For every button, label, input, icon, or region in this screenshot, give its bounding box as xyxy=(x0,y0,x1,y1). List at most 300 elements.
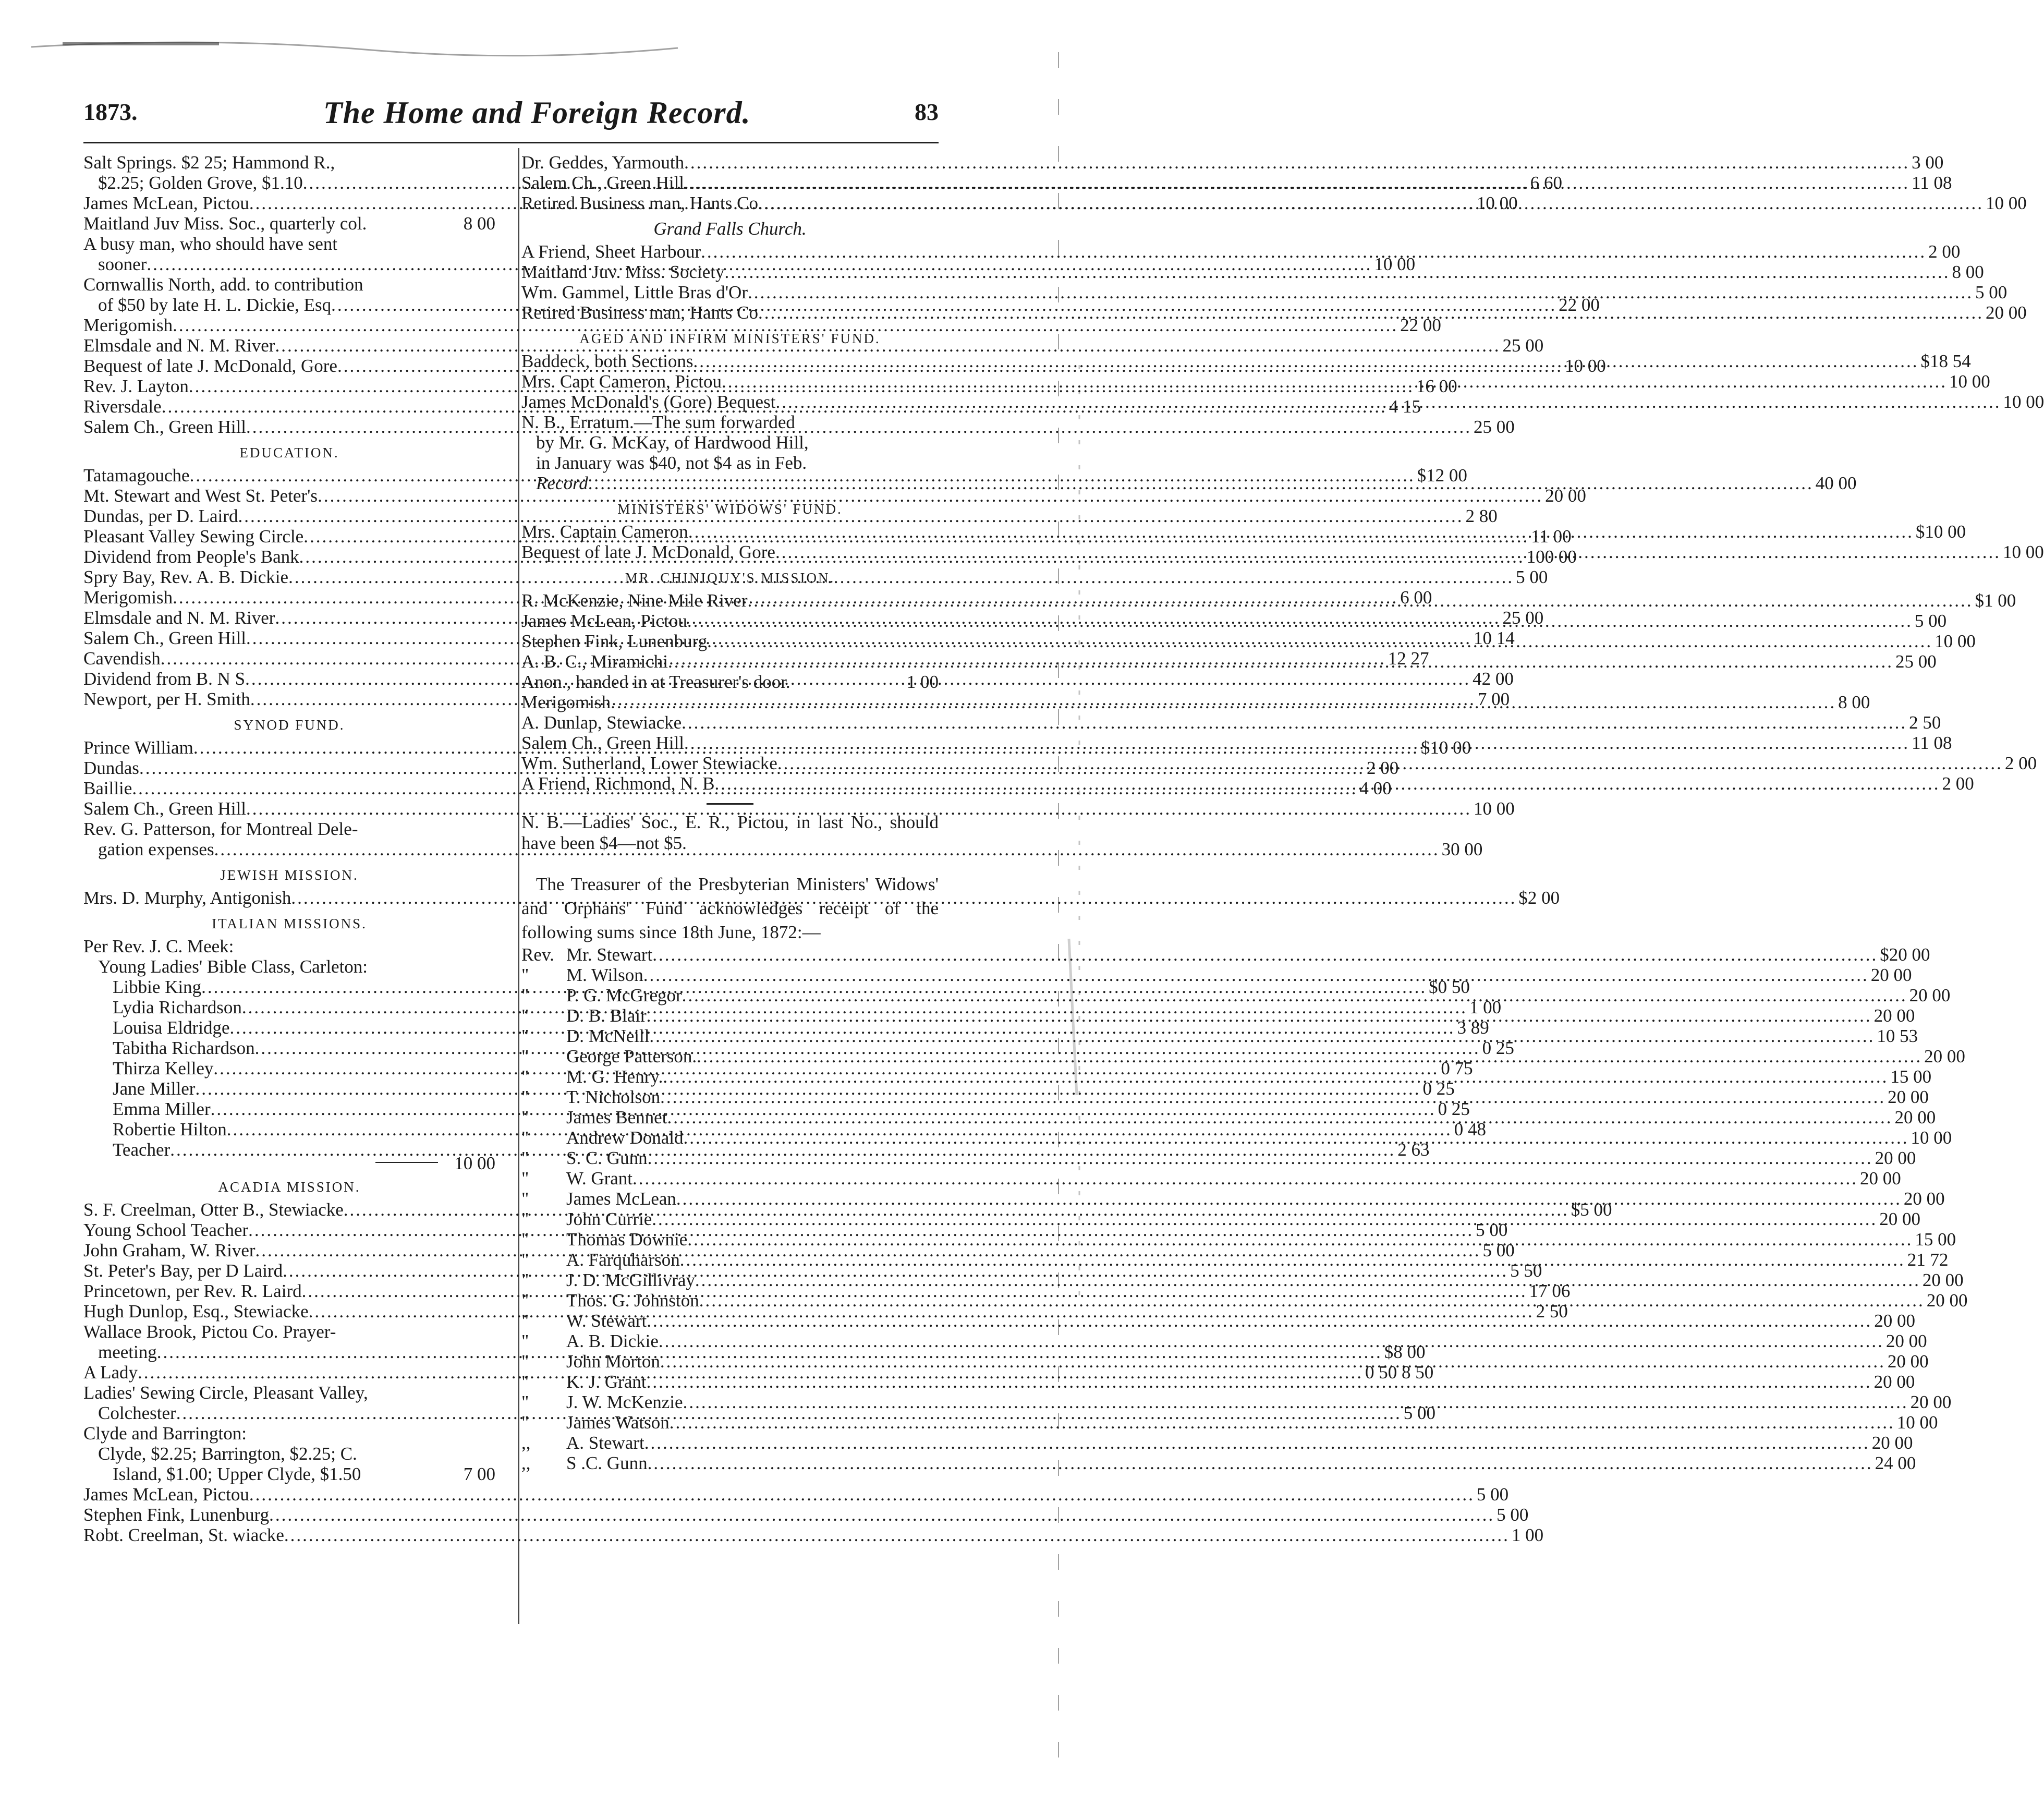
ledger-entry xyxy=(521,965,1912,985)
entry-name: Colchester xyxy=(98,1403,176,1423)
entry-prefix: " xyxy=(521,1087,529,1107)
entry-name: Elmsdale and N. M. River xyxy=(83,608,275,628)
entry-amount: 10 00 xyxy=(1949,371,1990,392)
entry-name: Young School Teacher xyxy=(83,1220,249,1240)
entry-amount: 20 00 xyxy=(1926,1290,1968,1311)
ledger-entry xyxy=(83,1383,495,1403)
entry-prefix: " xyxy=(521,1189,529,1209)
entry-amount: 17 06 xyxy=(1529,1281,1571,1301)
entry-name: S. C. Gunn xyxy=(566,1148,648,1168)
entry-amount: 2 00 xyxy=(1928,241,1961,262)
entry-amount: 20 00 xyxy=(1879,1209,1921,1229)
ledger-entry xyxy=(521,1433,1913,1453)
leader-dots xyxy=(284,1525,1510,1545)
leader-dots xyxy=(652,944,1878,965)
entry-name: Maitland Juv Miss. Soc., quarterly col. xyxy=(83,213,367,234)
leader-dots xyxy=(758,302,1984,323)
entry-name: Dividend from B. N S xyxy=(83,669,246,689)
entry-amount: 20 00 xyxy=(1873,1005,1915,1026)
entry-amount: 100 00 xyxy=(1526,547,1577,567)
entry-name: M. G. Henry. xyxy=(566,1066,663,1087)
entry-amount: 1 00 xyxy=(1469,997,1502,1017)
leader-dots xyxy=(647,1372,1872,1392)
entry-amount: 20 00 xyxy=(1887,1351,1929,1372)
entry-name: Robertie Hilton xyxy=(113,1119,227,1140)
entry-name: K. J. Grant xyxy=(566,1372,647,1392)
entry-prefix: " xyxy=(521,1290,529,1311)
entry-amount: 10 00 xyxy=(1911,1128,1952,1148)
leader-dots xyxy=(684,1128,1909,1148)
section-heading: Grand Falls Church. xyxy=(653,219,807,239)
note-text: N. B.—Ladies' Soc., E. R., Pictou, in last No., should have been $4—not $5. xyxy=(521,812,939,853)
text-line: N. B., Erratum.—The sum forwarded xyxy=(521,412,795,432)
entry-prefix: ,, xyxy=(521,1453,531,1473)
leader-dots xyxy=(714,773,1940,794)
entry-amount: 10 00 xyxy=(1986,193,2027,213)
entry-amount: 2 63 xyxy=(1397,1140,1430,1160)
ledger-entry xyxy=(83,798,1515,819)
entry-amount: 20 00 xyxy=(1922,1270,1964,1290)
leader-dots xyxy=(695,1270,1920,1290)
section-heading: SYNOD FUND. xyxy=(234,717,345,733)
entry-amount: 7 00 xyxy=(1477,689,1510,709)
entry-name: Pleasant Valley Sewing Circle xyxy=(83,526,304,547)
entry-name: gation expenses xyxy=(98,839,214,859)
ledger-entry xyxy=(521,1229,1956,1250)
entry-prefix: " xyxy=(521,1311,529,1331)
entry-name: Dundas xyxy=(83,758,139,778)
entry-amount: 10 14 xyxy=(1474,628,1515,648)
section-heading: EDUCATION. xyxy=(239,445,339,460)
entry-amount: 5 00 xyxy=(1403,1403,1435,1423)
entry-name: Stephen Fink, Lunenburg xyxy=(521,631,708,651)
entry-name: St. Peter's Bay, per D Laird xyxy=(83,1260,283,1281)
entry-prefix: " xyxy=(521,985,529,1005)
entry-name: Bequest of late J. McDonald, Gore xyxy=(521,542,775,562)
entry-amount: 20 00 xyxy=(1870,965,1912,985)
entry-name: Thomas Downie xyxy=(566,1229,688,1250)
entry-amount: 20 00 xyxy=(1903,1189,1945,1209)
text-line: Young Ladies' Bible Class, Carleton: xyxy=(98,956,368,977)
ledger-entry xyxy=(521,1168,1901,1189)
entry-amount: 20 00 xyxy=(1924,1046,1965,1066)
leader-dots xyxy=(668,651,1893,672)
leader-dots xyxy=(249,1484,1475,1505)
entry-amount: 10 00 xyxy=(1896,1412,1938,1433)
entry-prefix: " xyxy=(521,1351,529,1372)
section-heading: JEWISH MISSION. xyxy=(220,867,359,883)
leader-dots xyxy=(694,351,1919,371)
entry-prefix: " xyxy=(521,1412,529,1433)
header-title: The Home and Foreign Record. xyxy=(323,95,751,130)
entry-amount: 21 72 xyxy=(1907,1250,1949,1270)
entry-name: James McDonald's (Gore) Bequest xyxy=(521,392,776,412)
entry-name: Salem Ch., Green Hill xyxy=(83,628,247,648)
ledger-entry xyxy=(521,1453,1916,1473)
entry-amount: 25 00 xyxy=(1502,608,1544,628)
entry-amount: 42 00 xyxy=(1473,669,1514,689)
entry-name: James McLean, Pictou xyxy=(83,193,249,213)
entry-amount: 7 00 xyxy=(463,1464,495,1484)
entry-name: John Graham, W. River xyxy=(83,1240,256,1260)
leader-dots xyxy=(611,692,1836,712)
leader-dots xyxy=(684,152,1909,173)
leader-dots xyxy=(725,262,1950,282)
leader-dots xyxy=(652,1209,1877,1229)
entry-amount: 11 08 xyxy=(1912,173,1952,193)
leader-dots xyxy=(722,371,1947,392)
entry-name: Rev. G. Patterson, for Montreal Dele- xyxy=(83,819,358,839)
entry-name: Mt. Stewart and West St. Peter's xyxy=(83,486,318,506)
entry-name: Thos. G. Johnston xyxy=(566,1290,699,1311)
ledger-entry xyxy=(83,274,495,295)
entry-name: Andrew Donald xyxy=(566,1128,684,1148)
text-line: Per Rev. J. C. Meek: xyxy=(83,936,234,956)
entry-name: Mrs. Captain Cameron xyxy=(521,522,688,542)
entry-name: Stephen Fink, Lunenburg xyxy=(83,1505,270,1525)
leader-dots xyxy=(775,392,2001,412)
entry-name: Tatamagouche xyxy=(83,465,190,486)
entry-name: Robt. Creelman, St. wiacke xyxy=(83,1525,284,1545)
entry-amount: 22 00 xyxy=(1400,315,1441,335)
entry-name: D. McNeill xyxy=(566,1026,650,1046)
entry-amount: 16 00 xyxy=(1416,376,1457,396)
entry-name: A. Stewart xyxy=(566,1433,644,1453)
leader-dots xyxy=(667,1107,1892,1128)
entry-amount: 8 00 xyxy=(463,213,495,234)
entry-name: Cornwallis North, add. to contribution xyxy=(83,274,363,295)
ledger-entry xyxy=(83,1525,1544,1545)
page-header xyxy=(83,95,939,140)
leader-dots xyxy=(632,1168,1858,1189)
entry-name: Salem Ch., Green Hill xyxy=(83,798,247,819)
entry-name: Rev. J. Layton xyxy=(83,376,189,396)
header-page-number: 83 xyxy=(915,99,939,125)
leader-dots xyxy=(647,1005,1872,1026)
entry-prefix: " xyxy=(521,965,529,985)
entry-amount: 30 00 xyxy=(1441,839,1483,859)
ledger-entry xyxy=(521,712,1941,733)
leader-dots xyxy=(687,1229,1913,1250)
entry-amount: 0 48 xyxy=(1454,1119,1486,1140)
entry-name: Newport, per H. Smith xyxy=(83,689,250,709)
leader-dots xyxy=(649,1026,1875,1046)
entry-amount: 2 50 xyxy=(1909,712,1941,733)
entry-amount: 10 00 xyxy=(1476,193,1518,213)
entry-name: John Morton xyxy=(566,1351,660,1372)
entry-amount: 15 00 xyxy=(1890,1066,1932,1087)
section-heading: MR. CHINIQUY'S MISSION. xyxy=(625,570,835,586)
leader-dots xyxy=(660,1351,1885,1372)
section-heading: ACADIA MISSION. xyxy=(218,1179,361,1195)
entry-name: Elmsdale and N. M. River xyxy=(83,335,275,356)
entry-name: Wm. Sutherland, Lower Stewiacke xyxy=(521,753,777,773)
entry-amount: 10 00 xyxy=(1564,356,1606,376)
entry-amount: 8 00 xyxy=(1838,692,1870,712)
entry-amount: 2 80 xyxy=(1465,506,1498,526)
entry-amount: $2 00 xyxy=(1518,888,1560,908)
entry-amount: 6 00 xyxy=(1400,587,1432,608)
entry-name: Teacher xyxy=(113,1140,171,1160)
entry-amount: $12 00 xyxy=(1417,465,1467,486)
entry-name: Record xyxy=(536,473,588,493)
entry-amount: 20 00 xyxy=(1885,1331,1927,1351)
entry-name: J. W. McKenzie xyxy=(566,1392,683,1412)
leader-dots xyxy=(647,1311,1872,1331)
entry-name: Cavendish xyxy=(83,648,161,669)
leader-dots xyxy=(648,1453,1873,1473)
leader-dots xyxy=(684,733,1909,753)
entry-name: J. D. McGillivray xyxy=(566,1270,695,1290)
entry-amount: 1 00 xyxy=(906,672,939,692)
ledger-entry xyxy=(83,234,495,254)
ledger-entry xyxy=(83,839,1483,859)
entry-amount: 2 00 xyxy=(1942,773,1974,794)
ledger-entry xyxy=(521,152,1944,173)
entry-amount: 3 89 xyxy=(1457,1017,1489,1038)
ledger-entry xyxy=(521,193,2027,213)
entry-name: Hugh Dunlop, Esq., Stewiacke xyxy=(83,1301,309,1322)
entry-amount: $10 00 xyxy=(1915,522,1966,542)
leader-dots xyxy=(748,282,1973,302)
leader-dots xyxy=(688,522,1914,542)
entry-name: W. Stewart xyxy=(566,1311,647,1331)
entry-amount: 2 50 xyxy=(1536,1301,1568,1322)
entry-amount: 0 25 xyxy=(1422,1078,1455,1099)
leader-dots xyxy=(648,1148,1873,1168)
ledger-entry xyxy=(83,152,495,173)
entry-name: Mrs. D. Murphy, Antigonish xyxy=(83,888,291,908)
entry-name: Thirza Kelley xyxy=(113,1058,214,1078)
ledger-entry xyxy=(83,819,495,839)
entry-amount: 10 53 xyxy=(1877,1026,1918,1046)
entry-amount: $5 00 xyxy=(1571,1199,1612,1220)
entry-name: sooner xyxy=(98,254,147,274)
entry-name: Dundas, per D. Laird xyxy=(83,506,238,526)
leader-dots xyxy=(680,1250,1905,1270)
entry-name: W. Grant xyxy=(566,1168,633,1189)
ledger-entry xyxy=(521,944,1930,965)
entry-amount: 20 00 xyxy=(1874,1311,1915,1331)
entry-amount: 20 00 xyxy=(1545,486,1586,506)
leader-dots xyxy=(644,1433,1870,1453)
entry-amount: 5 00 xyxy=(1476,1220,1508,1240)
entry-name: R. McKenzie, Nine Mile River xyxy=(521,590,748,611)
entry-name: Dividend from People's Bank xyxy=(83,547,299,567)
entry-amount: 5 00 xyxy=(1914,611,1947,631)
entry-amount: 3 00 xyxy=(1912,152,1944,173)
entry-name: Maitland Juv. Miss. Society xyxy=(521,262,725,282)
entry-name: Wm. Gammel, Little Bras d'Or xyxy=(521,282,748,302)
entry-name: A busy man, who should have sent xyxy=(83,234,338,254)
entry-amount: 5 00 xyxy=(1975,282,2008,302)
entry-name: James McLean, Pictou xyxy=(521,611,687,631)
leader-dots xyxy=(676,1189,1902,1209)
entry-name: meeting xyxy=(98,1342,157,1362)
leader-dots xyxy=(682,712,1907,733)
entry-amount: 10 00 xyxy=(1935,631,1976,651)
entry-amount: $10 00 xyxy=(1420,737,1471,758)
entry-name: Merigomish xyxy=(83,315,173,335)
entry-amount: 20 00 xyxy=(1871,1433,1913,1453)
ledger-entry xyxy=(83,888,1560,908)
entry-amount: 24 00 xyxy=(1875,1453,1916,1473)
entry-amount: 25 00 xyxy=(1502,335,1544,356)
section-heading: MINISTERS' WIDOWS' FUND. xyxy=(617,501,843,517)
leader-dots xyxy=(687,611,1913,631)
entry-amount: 20 00 xyxy=(1986,302,2027,323)
leader-dots xyxy=(699,1290,1925,1311)
entry-name: Dr. Geddes, Yarmouth xyxy=(521,152,685,173)
ledger-entry xyxy=(83,1505,1529,1525)
entry-name: Lydia Richardson xyxy=(113,997,242,1017)
entry-name: M. Wilson xyxy=(566,965,643,985)
entry-prefix: " xyxy=(521,1229,529,1250)
ledger-entry xyxy=(521,282,2008,302)
leader-dots xyxy=(588,473,1814,493)
entry-prefix: " xyxy=(521,1066,529,1087)
leader-dots xyxy=(707,631,1932,651)
leader-dots xyxy=(670,1412,1895,1433)
entry-name: Merigomish xyxy=(83,587,173,608)
entry-prefix: " xyxy=(521,1005,529,1026)
entry-prefix: " xyxy=(521,1270,529,1290)
entry-prefix: " xyxy=(521,1128,529,1148)
leader-dots xyxy=(697,1046,1922,1066)
entry-amount: 0 50 8 50 xyxy=(1365,1362,1434,1383)
entry-name: Anon., handed in at Treasurer's door. xyxy=(521,672,790,692)
entry-name: John Currie xyxy=(566,1209,652,1229)
ledger-entry xyxy=(83,1484,1509,1505)
ledger-entry xyxy=(521,1392,1952,1412)
entry-amount: 0 75 xyxy=(1441,1058,1473,1078)
entry-amount: 12 27 xyxy=(1388,648,1429,669)
entry-amount: 20 00 xyxy=(1894,1107,1936,1128)
entry-name: T. Nicholson xyxy=(566,1087,661,1107)
entry-amount: 11 08 xyxy=(1912,733,1952,753)
entry-prefix: " xyxy=(521,1148,529,1168)
entry-amount: 10 00 xyxy=(1474,798,1515,819)
entry-name: Island, $1.00; Upper Clyde, $1.50 xyxy=(113,1464,361,1484)
text-line: Clyde and Barrington: xyxy=(83,1423,247,1444)
leader-dots xyxy=(684,173,1909,193)
text-line: in January was $40, not $4 as in Feb. xyxy=(536,453,807,473)
header-year: 1873. xyxy=(83,99,138,125)
ledger-entry xyxy=(83,1444,495,1464)
entry-prefix: " xyxy=(521,1026,529,1046)
entry-amount: 40 00 xyxy=(1815,473,1857,493)
leader-dots xyxy=(683,1392,1908,1412)
entry-name: Salem Ch., Green Hill xyxy=(521,733,685,753)
entry-name: Salem Ch., Green Hill xyxy=(521,173,685,193)
entry-name: A Friend, Sheet Harbour xyxy=(521,241,701,262)
entry-name: Jane Miller xyxy=(113,1078,196,1099)
entry-name: Libbie King xyxy=(113,977,202,997)
entry-name: Salem Ch., Green Hill xyxy=(83,417,247,437)
entry-name: A. Farquharson xyxy=(566,1250,680,1270)
entry-name: Mrs. Capt Cameron, Pictou xyxy=(521,371,722,392)
entry-name: Riversdale xyxy=(83,396,162,417)
entry-amount: 5 00 xyxy=(1516,567,1548,587)
entry-amount: 0 25 xyxy=(1438,1099,1470,1119)
subtotal-block xyxy=(83,1153,495,1173)
entry-name: A. Dunlap, Stewiacke xyxy=(521,712,682,733)
entry-name: Louisa Eldridge xyxy=(113,1017,230,1038)
ledger-entry xyxy=(521,672,939,692)
entry-amount: 25 00 xyxy=(1474,417,1515,437)
entry-name: A Friend, Richmond, N. B xyxy=(521,773,715,794)
entry-name: Retired Business man, Hants Co xyxy=(521,193,758,213)
entry-amount: $1 00 xyxy=(1975,590,2016,611)
entry-amount: 10 00 xyxy=(1374,254,1416,274)
entry-name: $2.25; Golden Grove, $1.10 xyxy=(98,173,303,193)
entry-name: of $50 by late H. L. Dickie, Esq xyxy=(98,295,332,315)
entry-amount: 22 00 xyxy=(1559,295,1600,315)
entry-amount: 20 00 xyxy=(1875,1148,1916,1168)
entry-amount: 20 00 xyxy=(1860,1168,1901,1189)
entry-amount: 4 15 xyxy=(1389,396,1421,417)
ledger-entry xyxy=(521,1189,1945,1209)
entry-name: D. B. Blair xyxy=(566,1005,647,1026)
entry-amount: 5 50 xyxy=(1510,1260,1542,1281)
entry-prefix: Rev. xyxy=(521,944,554,965)
entry-amount: 5 00 xyxy=(1476,1484,1509,1505)
ledger-entry xyxy=(83,1464,495,1484)
entry-prefix: " xyxy=(521,1331,529,1351)
entry-amount: $0 50 xyxy=(1429,977,1470,997)
entry-name: James McLean, Pictou xyxy=(83,1484,249,1505)
entry-name: A. B. C., Miramichi xyxy=(521,651,668,672)
entry-name: Spry Bay, Rev. A. B. Dickie xyxy=(83,567,289,587)
ledger-entry xyxy=(521,1331,1927,1351)
entry-name: Ladies' Sewing Circle, Pleasant Valley, xyxy=(83,1383,368,1403)
entry-amount: 8 00 xyxy=(1952,262,1984,282)
entry-name: James McLean xyxy=(566,1189,676,1209)
entry-name: Baddeck, both Sections xyxy=(521,351,694,371)
entry-amount: 6 60 xyxy=(1530,173,1562,193)
entry-name: James Watson xyxy=(566,1412,670,1433)
entry-amount: 15 00 xyxy=(1915,1229,1956,1250)
ledger-entry xyxy=(83,486,1586,506)
header-rule xyxy=(83,142,939,143)
ledger-entry xyxy=(83,1322,495,1342)
treasurer-paragraph: The Treasurer of the Presbyterian Ministers' Widows' and Orphans' Fund acknowledges receipt of the following sums since 18th June, 1872:— xyxy=(521,874,939,942)
entry-name: Retired Business man, Hants Co xyxy=(521,302,758,323)
leader-dots xyxy=(660,1087,1885,1107)
entry-name: George Patterson. xyxy=(566,1046,697,1066)
entry-name: Prince William xyxy=(83,737,193,758)
leader-dots xyxy=(663,1066,1888,1087)
leader-dots xyxy=(643,965,1869,985)
entry-amount: 25 00 xyxy=(1895,651,1937,672)
entry-name: A Lady xyxy=(83,1362,138,1383)
entry-amount: 20 00 xyxy=(1873,1372,1915,1392)
ledger-entry xyxy=(521,241,1961,262)
entry-amount: 1 00 xyxy=(1511,1525,1544,1545)
entry-amount: $20 00 xyxy=(1880,944,1930,965)
entry-prefix: " xyxy=(521,1209,529,1229)
subtotal-amount: 10 00 xyxy=(454,1153,495,1173)
ledger-entry xyxy=(83,213,495,234)
entry-prefix: " xyxy=(521,1046,529,1066)
section-heading: ITALIAN MISSIONS. xyxy=(212,916,367,931)
leader-dots xyxy=(775,542,2001,562)
entry-name: S .C. Gunn xyxy=(566,1453,648,1473)
entry-amount: 2 00 xyxy=(1366,758,1399,778)
entry-amount: 5 00 xyxy=(1496,1505,1529,1525)
ledger-entry xyxy=(83,315,1441,335)
leader-dots xyxy=(748,590,1973,611)
